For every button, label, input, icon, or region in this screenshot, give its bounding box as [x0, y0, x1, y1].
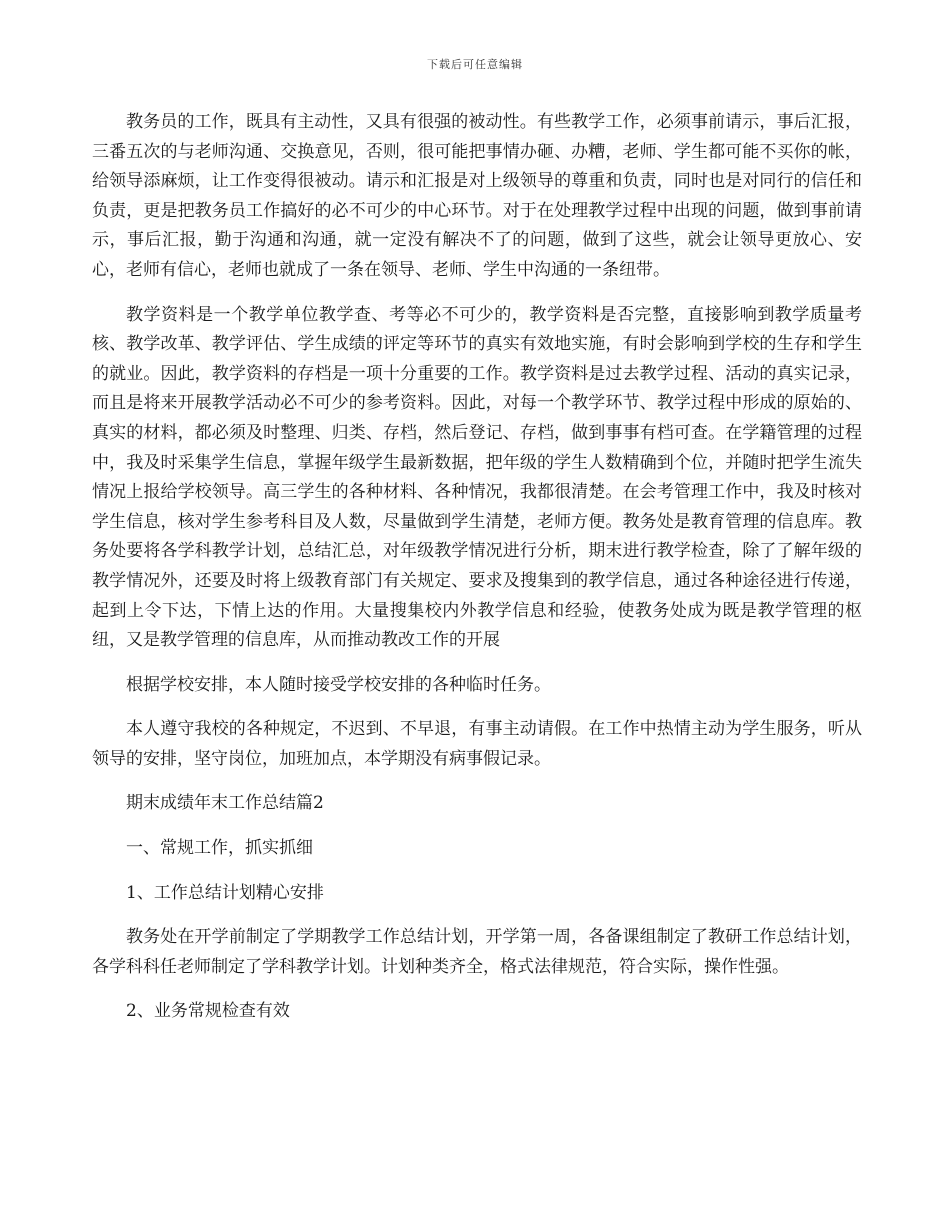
paragraph-temporary-tasks: 根据学校安排，本人随时接受学校安排的各种临时任务。: [126, 674, 551, 695]
section-title: 期末成绩年末工作总结篇2: [126, 793, 324, 814]
document-body: [92, 108, 862, 1042]
paragraph-academic-affairs-role: 教务员的工作，既具有主动性，又具有很强的被动性。有些教学工作，必须事前请示，事后汇报，三番五次的与老师沟通、交换意见，否则，很可能把事情办砸、办糟，老师、学生都可能不买你的帐，给领导添麻烦，让工作变得很被动。请示和汇报是对上级领导的尊重和负责，同时也是对同行的信任和负责，更是把教务员工作搞好的必不可少的中心环节。对于在处理教学过程中出现的问题，做到事前请示，事后汇报，勤于沟通和沟通，就一定没有解决不了的问题，做到了这些，就会让领导更放心、安心，老师有信心，老师也就成了一条在领导、老师、学生中沟通的一条纽带。: [92, 112, 862, 280]
subheading-routine-inspection: 2、业务常规检查有效: [126, 1001, 290, 1022]
paragraph-teaching-materials: 教学资料是一个教学单位教学查、考等必不可少的，教学资料是否完整，直接影响到教学质量考核、教学改革、教学评估、学生成绩的评定等环节的真实有效地实施，有时会影响到学校的生存和学生的就业。因此，教学资料的存档是一项十分重要的工作。教学资料是过去教学过程、活动的真实记录，而且是将来开展教学活动必不可少的参考资料。因此，对每一个教学环节、教学过程中形成的原始的、真实的材料，都必须及时整理、归类、存档，然后登记、存档，做到事事有档可查。在学籍管理的过程中，我及时采集学生信息，掌握年级学生最新数据，把年级的学生人数精确到个位，并随时把学生流失情况上报给学校领导。高三学生的各种材料、各种情况，我都很清楚。在会考管理工作中，我及时核对学生信息，核对学生参考科目及人数，尽量做到学生清楚，老师方便。教务处是教育管理的信息库。教务处要将各学科教学计划，总结汇总，对年级教学情况进行分析，期末进行教学检查，除了了解年级的教学情况外，还要及时将上级教育部门有关规定、要求及搜集到的教学信息，通过各种途径进行传递，起到上令下达，下情上达的作用。大量搜集校内外教学信息和经验，使教务处成为既是教学管理的枢纽，又是教学管理的信息库，从而推动教改工作的开展: [92, 304, 862, 651]
section-heading-routine-work: 一、常规工作，抓实抓细: [126, 838, 313, 859]
paragraph-attendance: 本人遵守我校的各种规定，不迟到、不早退，有事主动请假。在工作中热情主动为学生服务，听从领导的安排，坚守岗位，加班加点，本学期没有病事假记录。: [92, 719, 862, 769]
page-header: 下载后可任意编辑: [427, 58, 523, 71]
subheading-work-plan: 1、工作总结计划精心安排: [126, 882, 324, 903]
paragraph-work-plan: 教务处在开学前制定了学期教学工作总结计划，开学第一周，各备课组制定了教研工作总结计划，各学科科任老师制定了学科教学计划。计划种类齐全，格式法律规范，符合实际，操作性强。: [92, 927, 862, 977]
